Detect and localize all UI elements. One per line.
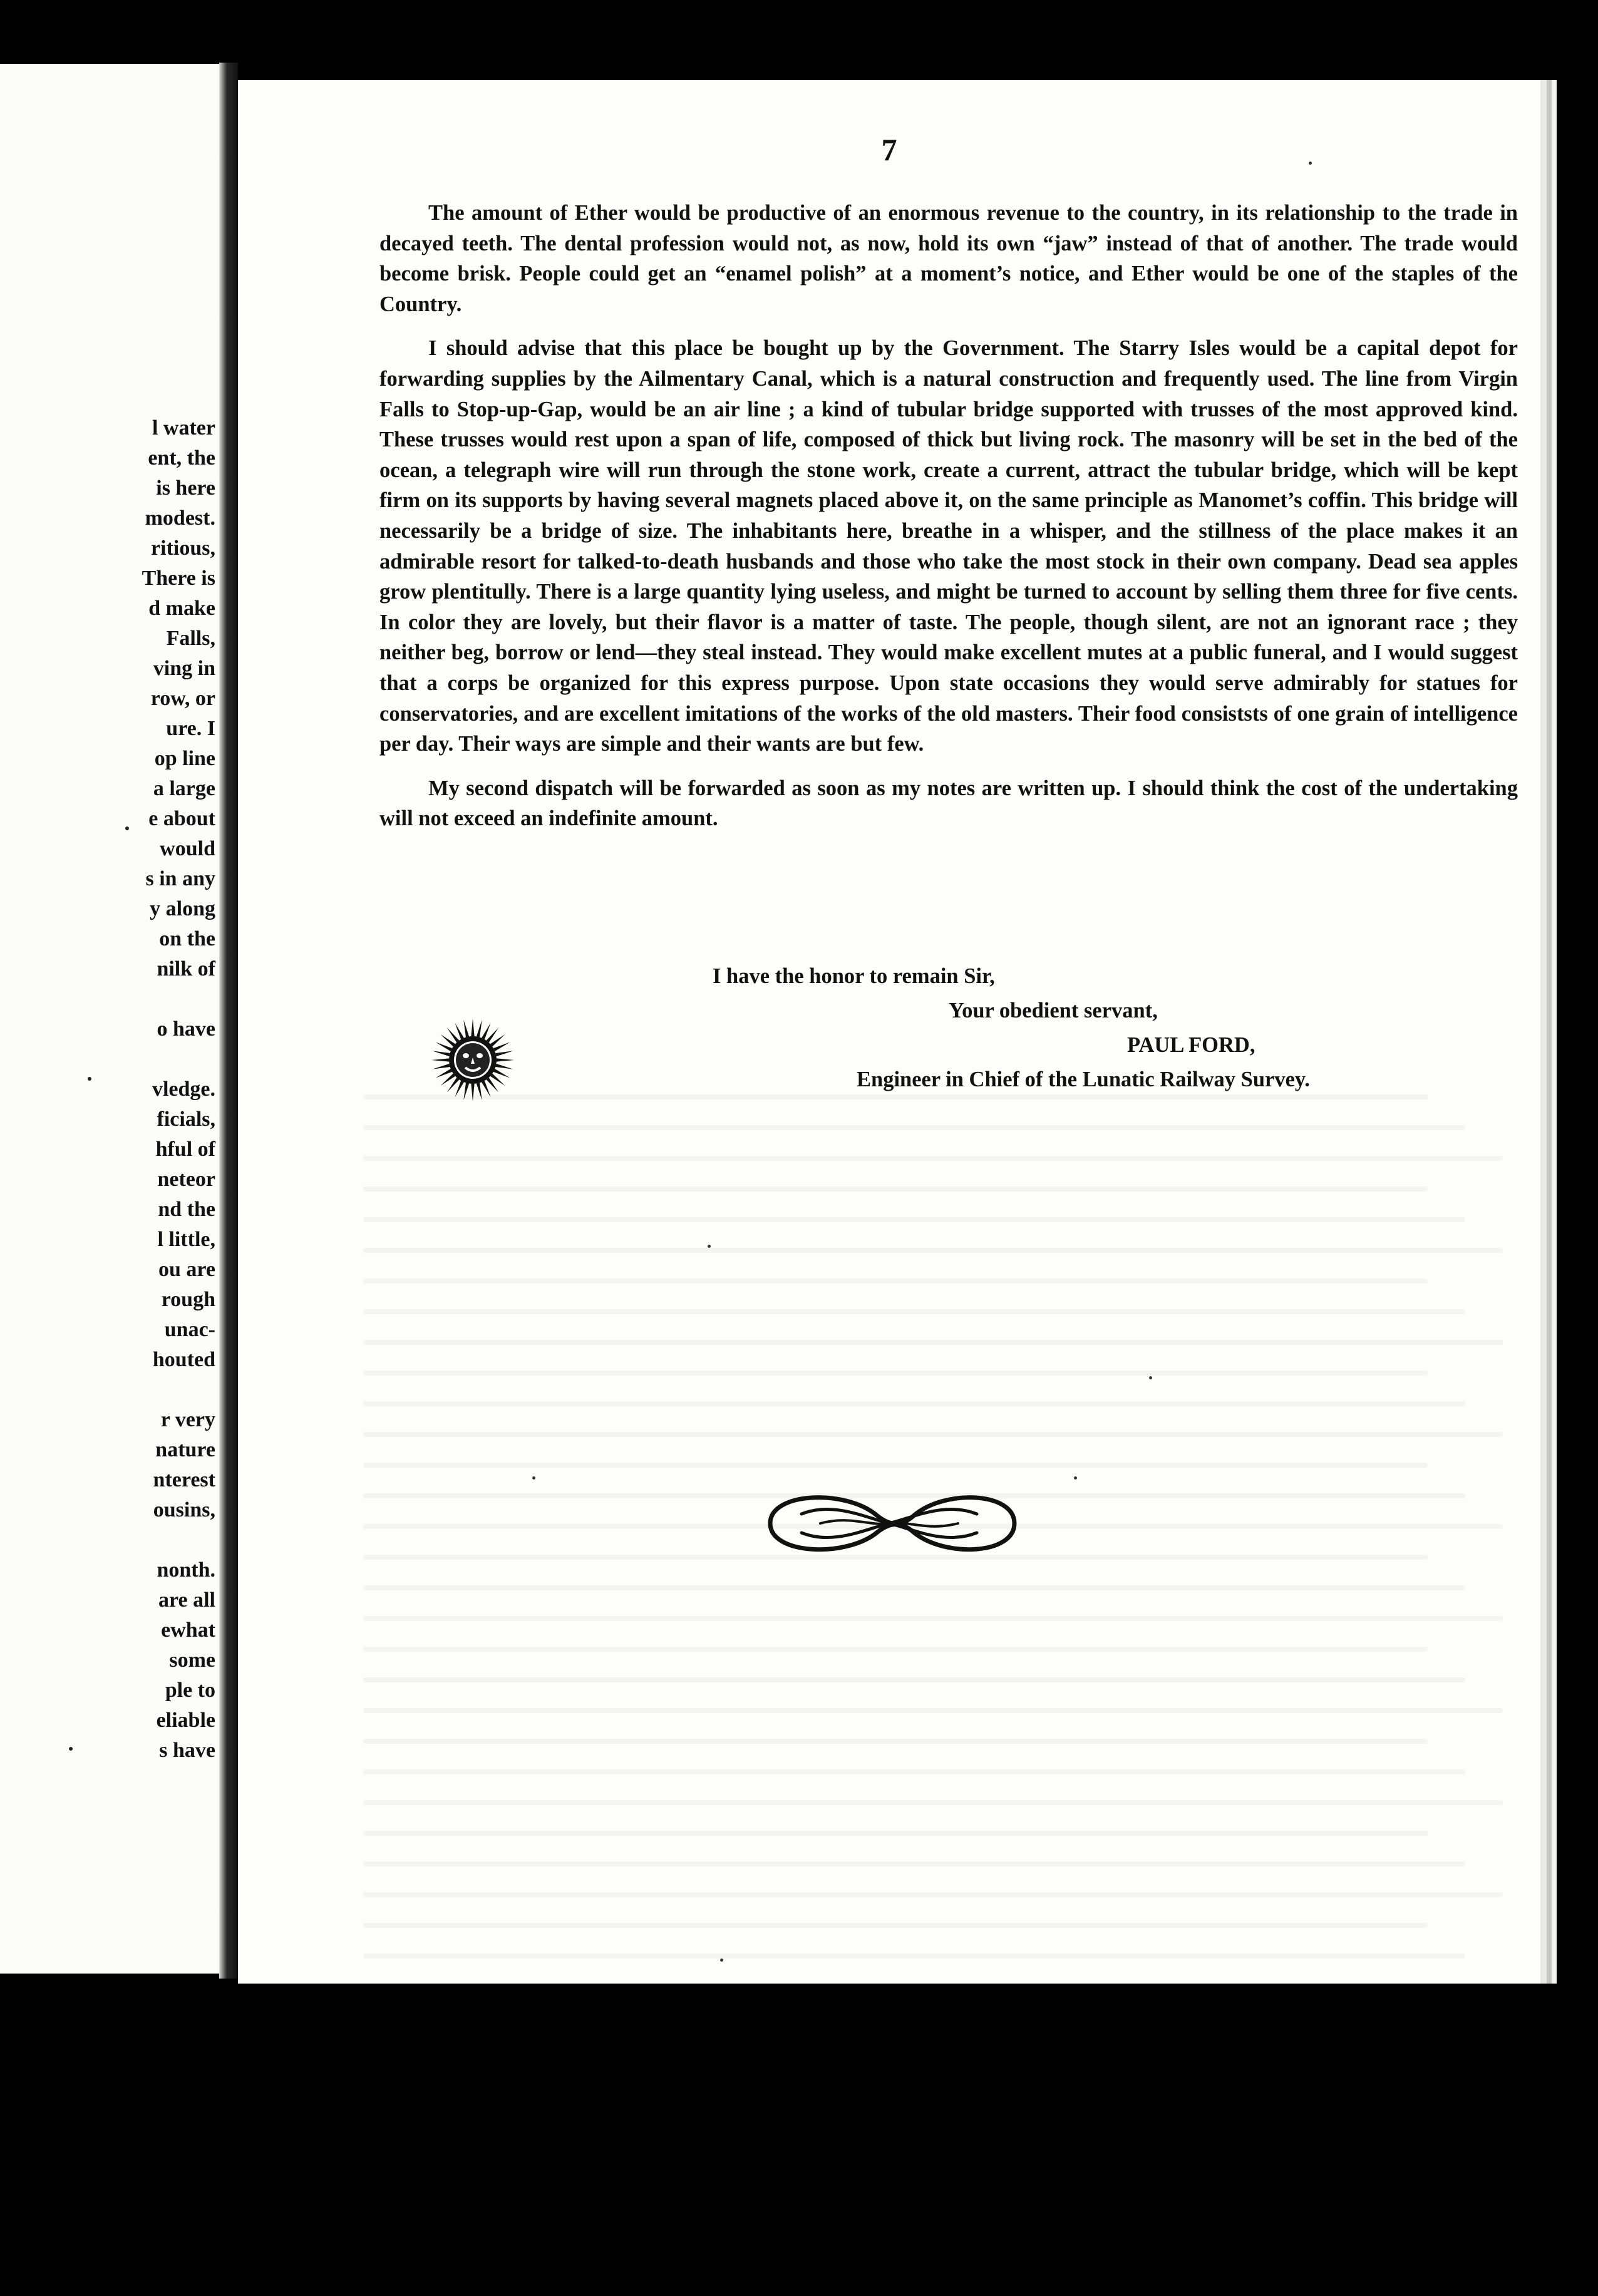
facing-page-line: ficials,: [157, 1108, 215, 1131]
body-text: [379, 198, 1518, 848]
ink-speck: [69, 1747, 73, 1751]
facing-page-line: l little,: [157, 1228, 215, 1251]
facing-page-line: Falls,: [166, 627, 215, 650]
facing-page-line: s in any: [145, 867, 215, 890]
salutation: I have the honor to remain Sir,: [713, 964, 995, 988]
facing-page-line: ving in: [153, 657, 215, 680]
facing-page-line: ure. I: [166, 717, 215, 740]
facing-page-line: nilk of: [157, 957, 215, 981]
ink-speck: [1149, 1376, 1152, 1379]
facing-page-line: a large: [153, 777, 215, 800]
facing-page-line: row, or: [150, 687, 215, 710]
facing-page-line: ent, the: [148, 446, 215, 470]
ink-speck: [532, 1476, 535, 1480]
facing-page-line: s have: [159, 1739, 215, 1762]
facing-page-line: houted: [152, 1348, 215, 1371]
ink-speck: [88, 1077, 91, 1081]
ink-speck: [1309, 162, 1312, 165]
facing-page-line: There is: [142, 567, 215, 590]
ink-speck: [1074, 1476, 1077, 1480]
facing-page-line: y along: [150, 897, 215, 920]
paragraph-starry-isles: I should advise that this place be bought up by the Government. The Starry Isles would be a capital depot for forwarding supplies by the Ailmentary Canal, which is a natural construction and frequently used. The line from Virgin Falls to Stop-up-Gap, would be an air line ; a kind of tubular bridge supported with trusses of the most approved kind. These trusses would rest upon a span of life, composed of thick but living rock. The masonry will be set in the bed of the ocean, a telegraph wire will run through the stone work, create a current, attract the tubular bridge, which will be kept firm on its supports by having several magnets placed above it, on the same principle as Manomet’s coffin. This bridge will necessarily be a bridge of size. The inhabitants here, breathe in a whisper, and the stillness of the place makes it an admirable resort for talked-to-death husbands and those who take the most stock in their own company. Dead sea apples grow plentitully. There is a large quantity lying useless, and might be turned to account by selling them three for five cents. In color they are lovely, but their flavor is a matter of taste. The people, though silent, are not an ignorant race ; they neither beg, borrow or lend—they steal instead. They would make excellent mutes at a public funeral, and I would suggest that a corps be organized for this express purpose. Upon state occasions they would serve admirably for statues for conservatories, and are excellent imitations of the works of the old masters. Their food consiststs of one grain of intelligence per day. Their ways are simple and their wants are but few.: [379, 336, 1518, 756]
page-gutter: [219, 63, 238, 1979]
page-number: 7: [881, 132, 897, 167]
sun-face-icon: [429, 1016, 517, 1104]
facing-page-line: neteor: [157, 1168, 215, 1191]
facing-page-line: l water: [152, 416, 215, 440]
signature-name: PAUL FORD,: [1127, 1033, 1255, 1057]
document-page: [238, 80, 1540, 1984]
facing-page-line: ou are: [158, 1258, 215, 1281]
facing-page-line: ewhat: [161, 1619, 215, 1642]
facing-page-line: hful of: [155, 1138, 215, 1161]
facing-page-line: e about: [148, 807, 215, 830]
facing-page-line: eliable: [156, 1709, 215, 1732]
facing-page-line: nd the: [158, 1198, 215, 1221]
paragraph-ether: The amount of Ether would be productive of an enormous revenue to the country, in its relationship to the trade in decayed teeth. The dental profession would not, as now, hold its own “jaw” instead of that of another. The trade would become brisk. People could get an “enamel polish” at a moment’s notice, and Ether would be one of the staples of the Country.: [379, 201, 1518, 316]
facing-page-line: nonth.: [157, 1558, 215, 1582]
facing-page-line: ple to: [165, 1679, 215, 1702]
facing-page-line: ritious,: [151, 537, 215, 560]
facing-page-line: unac-: [164, 1318, 215, 1341]
facing-page-line: would: [160, 837, 215, 860]
facing-page-line: d make: [148, 597, 215, 620]
facing-page-line: modest.: [145, 507, 215, 530]
facing-page-line: on the: [159, 927, 215, 950]
ink-speck: [708, 1245, 711, 1248]
facing-page-line: vledge.: [152, 1078, 215, 1101]
facing-page-line: some: [169, 1649, 215, 1672]
facing-page-fragment: [0, 64, 219, 1974]
facing-page-line: rough: [161, 1288, 215, 1311]
valediction: Your obedient servant,: [949, 999, 1158, 1022]
facing-page-line: are all: [158, 1588, 215, 1612]
facing-page-line: op line: [154, 747, 215, 770]
facing-page-line: ousins,: [153, 1498, 215, 1521]
facing-page-line: nature: [155, 1438, 215, 1461]
facing-page-line: o have: [157, 1017, 215, 1041]
paragraph-dispatch: My second dispatch will be forwarded as soon as my notes are written up. I should think the cost of the undertaking will not exceed an indefinite amount.: [379, 776, 1518, 831]
ink-speck: [125, 826, 129, 830]
facing-page-line: r very: [160, 1408, 215, 1431]
facing-page-line: is here: [156, 476, 215, 500]
facing-page-line: nterest: [153, 1468, 215, 1491]
ink-speck: [720, 1959, 723, 1962]
signature-title: Engineer in Chief of the Lunatic Railway Survey.: [857, 1068, 1310, 1091]
